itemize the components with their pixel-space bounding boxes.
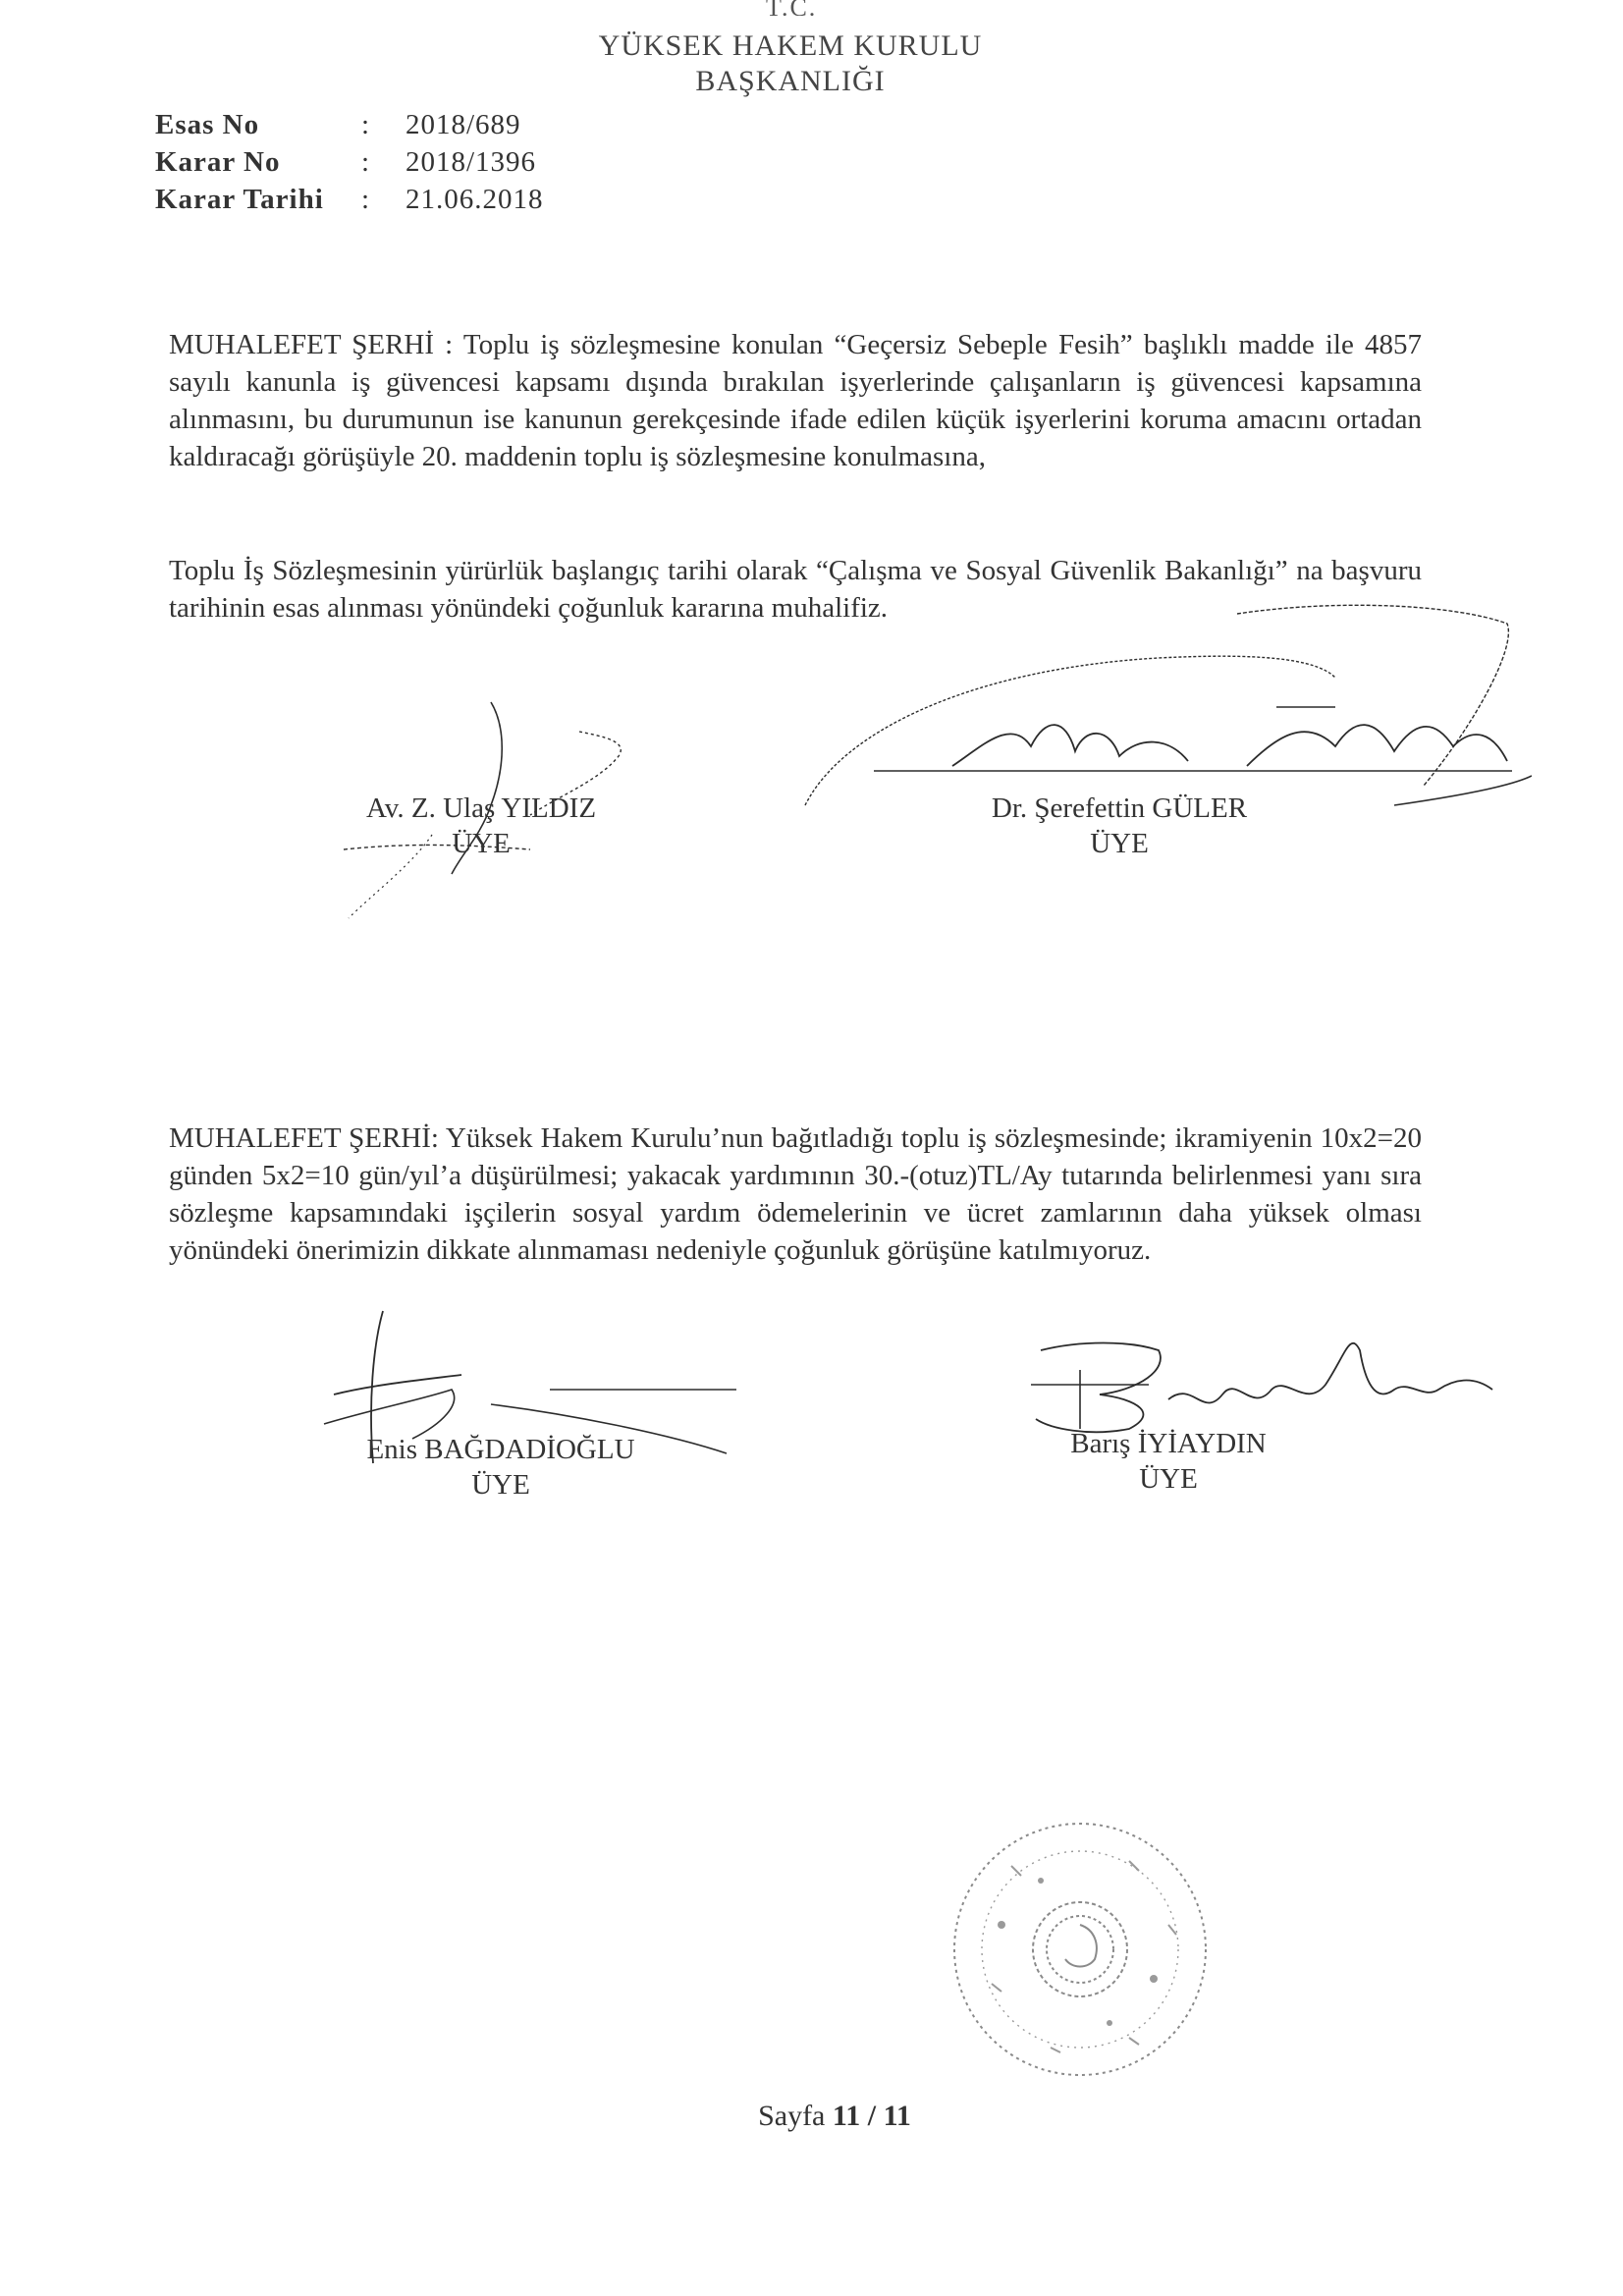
signatory-name: Barış İYİAYDIN xyxy=(1070,1428,1267,1459)
signatory-yildiz xyxy=(295,791,668,861)
case-info-label: Esas No xyxy=(155,109,260,140)
case-info xyxy=(155,106,544,218)
signatory-guler xyxy=(903,791,1335,861)
case-info-separator: : xyxy=(361,184,370,215)
case-info-separator: : xyxy=(361,146,370,178)
signatory-iyiaydin xyxy=(982,1426,1355,1497)
dissent-text: MUHALEFET ŞERHİ : Toplu iş sözleşmesine konulan “Geçersiz Sebeple Fesih” başlıklı madde ile 4857 sayılı kanunla iş güvencesi kapsamı dışında bırakılan işyerlerinde çalışanların iş güvencesi kapsamına alınmasını, bu durumunun ise kanunun gerekçesinde ifade edilen küçük işyerlerini koruma amacını ortadan kaldıracağı görüşüyle 20. maddenin toplu iş sözleşmesine konulmasına, xyxy=(169,329,1422,472)
case-info-value: 21.06.2018 xyxy=(406,184,544,215)
page-prefix: Sayfa xyxy=(758,2100,826,2132)
case-info-value: 2018/1396 xyxy=(406,146,537,178)
signatory-bagdadioglu xyxy=(295,1432,707,1503)
institution-department: BAŞKANLIĞI xyxy=(695,65,886,97)
signatory-role: ÜYE xyxy=(452,828,511,859)
page-number xyxy=(687,2100,982,2133)
case-info-label: Karar Tarihi xyxy=(155,184,324,215)
page-total: 11 xyxy=(883,2100,911,2132)
signature-scribble-iyiaydin xyxy=(1021,1321,1512,1439)
dissent-paragraph-3 xyxy=(169,1120,1422,1269)
dissent-paragraph-1 xyxy=(169,326,1422,475)
signatory-role: ÜYE xyxy=(1090,828,1149,859)
tc-header: T.C. xyxy=(766,0,818,16)
signatory-role: ÜYE xyxy=(1139,1463,1198,1495)
case-info-value: 2018/689 xyxy=(406,109,521,140)
signatory-name: Av. Z. Ulaş YILDIZ xyxy=(365,793,597,824)
case-info-row-tarih xyxy=(155,181,544,218)
case-info-separator: : xyxy=(361,109,370,140)
case-info-row-karar xyxy=(155,143,544,181)
institution-name: YÜKSEK HAKEM KURULU xyxy=(598,29,983,62)
page-separator: / xyxy=(867,2100,877,2132)
dissent-text: MUHALEFET ŞERHİ: Yüksek Hakem Kurulu’nun bağıtladığı toplu iş sözleşmesinde; ikramiyenin 10x2=20 günden 5x2=10 gün/yıl’a düşürülmesi; yakacak yardımının 30.-(otuz)TL/Ay tutarında belirlenmesi yanı sıra sözleşme kapsamındaki işçilerin sosyal yardım ödemelerinin ve ücret zamlarının daha yüksek olması yönündeki önerimizin dikkate alınmaması nedeniyle çoğunluk görüşüne katılmıyoruz. xyxy=(169,1122,1422,1266)
page-current: 11 xyxy=(832,2100,861,2132)
official-seal xyxy=(933,1807,1227,2092)
dissent-paragraph-2 xyxy=(169,552,1422,627)
case-info-row-esas xyxy=(155,106,544,143)
dissent-text: Toplu İş Sözleşmesinin yürürlük başlangıç tarihi olarak “Çalışma ve Sosyal Güvenlik Bakanlığı” na başvuru tarihinin esas alınması yönündeki çoğunluk kararına muhalifiz. xyxy=(169,555,1422,624)
case-info-label: Karar No xyxy=(155,146,281,178)
signatory-name: Enis BAĞDADİOĞLU xyxy=(366,1434,635,1465)
signatory-role: ÜYE xyxy=(471,1469,530,1501)
signatory-name: Dr. Şerefettin GÜLER xyxy=(991,793,1248,824)
